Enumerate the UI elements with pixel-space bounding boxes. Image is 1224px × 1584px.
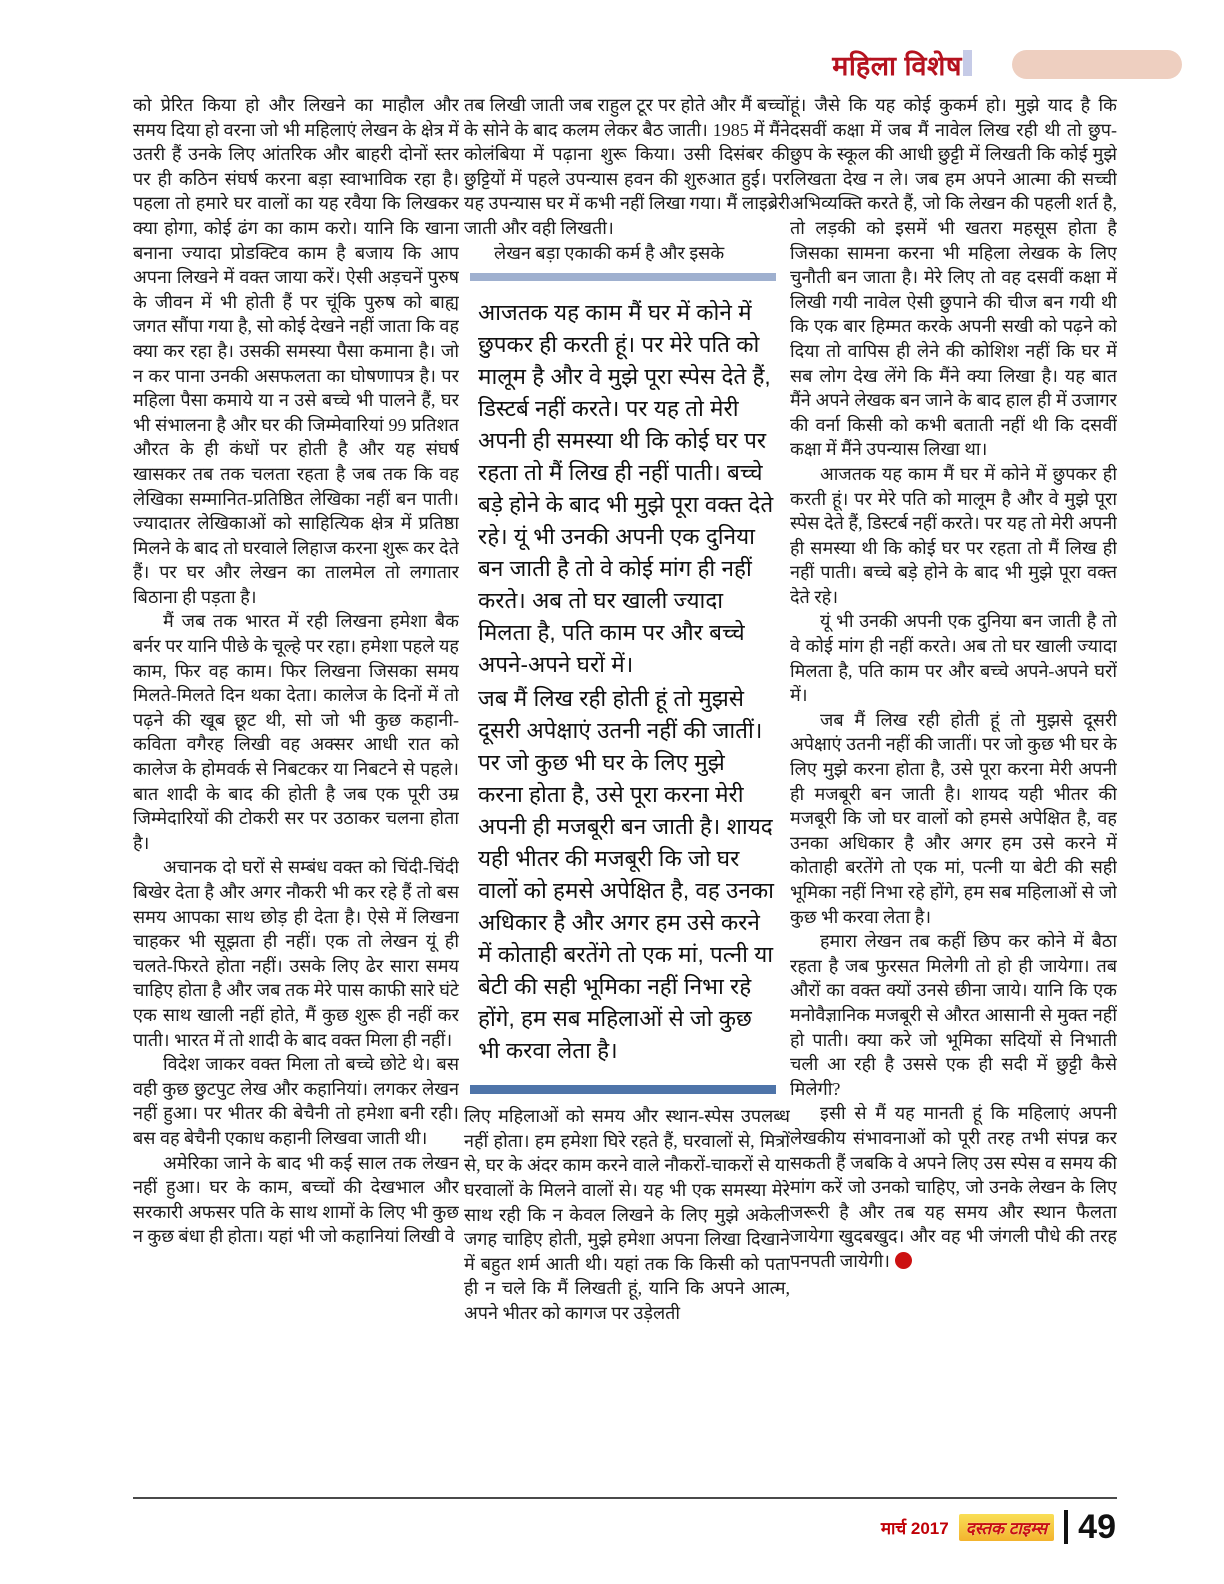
article-end-dot-icon [895,1252,912,1269]
page-number: 49 [1078,1508,1116,1546]
article-paragraph: हमारा लेखन तब कहीं छिप कर कोने में बैठा रहता है जब फुरसत मिलेगी तो हो ही जायेगा। तब औरों का वक्त क्यों उनसे छीना जाये। यानि कि एक मनोवैज्ञानिक मजबूरी से औरत आसानी से मुक्त नहीं हो पाती। क्या करे जो भूमिका सदियों से निभाती चली आ रही है उससे एक ही सदी में छुट्टी कैसे मिलेगी? [790,931,1117,1099]
pull-quote-top-bar [470,273,776,281]
article-paragraph: आजतक यह काम मैं घर में कोने में छुपकर ही करती हूं। पर मेरे पति को मालूम है और वे मुझे पूरा स्पेस देते हैं, डिस्टर्ब नहीं करते। पर यह तो मेरी अपनी ही समस्या थी कि कोई घर पर रहता तो मैं लिख ही नहीं पाती। बच्चे बड़े होने के बाद भी मुझे पूरा वक्त देते रहे। [790,463,1117,607]
article-column-3 [790,93,1117,1493]
article-paragraph: हूं। जैसे कि यह कोई कुकर्म हो। मुझे याद है कि दसवीं कक्षा में जब मैं नावेल लिख रही थी तो छुप-छुप के स्कूल की आधी छुट्टी में लिखती कि कोई मुझे लिखता देख न ले। जब हम अपने आत्मा की सच्ची अभिव्यक्ति करते हैं, जो कि लेखन की पहली शर्त है, तो लड़की को इसमें भी खतरा महसूस होता है जिसका सामना करना भी महिला लेखक के लिए चुनौती बन जाता है। मेरे लिए तो वह दसवीं कक्षा में लिखी गयी नावेल ऐसी छुपाने की चीज बन गयी थी कि एक बार हिम्मत करके अपनी सखी को पढ़ने को दिया तो वापिस ही लेने की कोशिश नहीं कि घर में सब लोग देख लेंगे कि मैंने क्या लिखा है। यह बात मैंने अपने लेखक बन जाने के बाद हाल ही में उजागर की वर्ना किसी को कभी बताती नहीं थी कि दसवीं कक्षा में मैंने उपन्यास लिखा था। [790,95,1117,460]
footer-divider [1064,1510,1068,1544]
article-paragraph: लेखन बड़ा एकाकी कर्म है और इसके [494,242,725,263]
footer-rule [133,1497,1117,1499]
magazine-logo: दस्तक टाइम्स [959,1514,1054,1541]
header-pill-decoration [1012,50,1182,79]
article-paragraph-text: इसी से मैं यह मानती हूं कि महिलाएं अपनी लेखकीय संभावनाओं को पूरी तरह तभी संपन्न कर सकती हैं जबकि वे अपने लिए उस स्पेस व समय की मांग करें जो उनको चाहिए, जो उनके लेखन के लिए जरूरी है और तब यह समय और स्थान फैलता जायेगा खुदबखुद। और वह भी जंगली पौधे की तरह पनपती जायेगी। [790,1103,1117,1271]
article-column-2 [464,93,790,1493]
page-footer [881,1506,1116,1548]
issue-date: मार्च 2017 [880,1518,949,1538]
article-paragraph: यूं भी उनकी अपनी एक दुनिया बन जाती है तो वे कोई मांग ही नहीं करते। अब तो घर खाली ज्यादा मिलता है, पति काम पर और बच्चे अपने-अपने घरों में। [790,611,1117,706]
pull-quote-text [470,297,776,1067]
article-paragraph: अमेरिका जाने के बाद भी कई साल तक लेखन नहीं हुआ। घर के काम, बच्चों की देखभाल और सरकारी अफसर पति के साथ शामों के लिए भी कुछ न कुछ बंधा ही होता। यहां भी जो कहानियां लिखी वे [133,1152,459,1247]
pull-quote-paragraph: जब मैं लिख रही होती हूं तो मुझसे दूसरी अपेक्षाएं उतनी नहीं की जातीं। पर जो कुछ भी घर के लिए मुझे करना होता है, उसे पूरा करना मेरी अपनी ही मजबूरी बन जाती है। शायद यही भीतर की मजबूरी कि जो घर वालों को हमसे अपेक्षित है, वह उनका अधिकार है और अगर हम उसे करने में कोताही बरतेंगे तो एक मां, पत्नी या बेटी की सही भूमिका नहीं निभा रहे होंगे, हम सब महिलाओं से जो कुछ भी करवा लेता है। [478,686,774,1064]
pull-quote [470,273,776,1094]
article-paragraph: मैं जब तक भारत में रही लिखना हमेशा बैक बर्नर पर यानि पीछे के चूल्हे पर रहा। हमेशा पहले यह काम, फिर वह काम। फिर लिखना जिसका समय मिलते-मिलते दिन थका देता। कालेज के दिनों में तो पढ़ने की खूब छूट थी, सो जो भी कुछ कहानी-कविता वगैरह लिखी वह अक्सर आधी रात को कालेज के होमवर्क से निबटकर या निबटने से पहले। बात शादी के बाद की होती है जब एक पूरी उम्र जिम्मेदारियों की टोकरी सर पर उठाकर चलना होता है। [133,611,459,853]
article-paragraph: तब लिखी जाती जब राहुल टूर पर होते और मैं बच्चों के सोने के बाद कलम लेकर बैठ जाती। 1985 में मैंने कोलंबिया में पढ़ाना शुरू किया। उसी दिसंबर की छुट्टियों में पहले उपन्यास हवन की शुरुआत हुई। पर यह उपन्यास घर में कभी नहीं लिखा गया। मैं लाइब्रेरी जाती और वही लिखती। [464,95,790,238]
article-paragraph: लिए महिलाओं को समय और स्थान-स्पेस उपलब्ध नहीं होता। हम हमेशा घिरे रहते हैं, घरवालों से, मित्रों से, घर के अंदर काम करने वाले नौकरों-चाकरों से या घरवालों के मिलने वालों से। यह भी एक समस्या मेरे साथ रही कि न केवल लिखने के लिए मुझे अकेली जगह चाहिए होती, मुझे हमेशा अपना लिखा दिखाने में बहुत शर्म आती थी। यहां तक कि किसी को पता ही न चले कि मैं लिखती हूं, यानि कि अपने आत्म, अपने भीतर को कागज पर उड़ेलती [464,1106,790,1323]
article-paragraph: को प्रेरित किया हो और लिखने का माहौल और समय दिया हो वरना जो भी महिलाएं लेखन के क्षेत्र में उतरी हैं उनके लिए आंतरिक और बाहरी दोनों स्तर पर ही कठिन संघर्ष करना बड़ा स्वाभाविक रहा है। पहला तो हमारे घर वालों का यह रवैया कि लिखकर क्या होगा, कोई ढंग का काम करो। यानि कि खाना बनाना ज्यादा प्रोडक्टिव काम है बजाय कि आप अपना लिखने में वक्त जाया करें। ऐसी अड़चनें पुरुष के जीवन में भी होती हैं पर चूंकि पुरुष को बाह्य जगत सौंपा गया है, सो कोई देखने नहीं जाता कि वह क्या कर रहा है। उसकी समस्या पैसा कमाना है। जो न कर पाना उनकी असफलता का घोषणापत्र है। पर महिला पैसा कमाये या न उसे बच्चे भी पालने हैं, घर भी संभालना है और घर की जिम्मेवारियां 99 प्रतिशत औरत के ही कंधों पर होती है और यह संघर्ष खासकर तब तक चलता रहता है जब तक कि वह लेखिका सम्मानित-प्रतिष्ठित लेखिका नहीं बन पाती। ज्यादातर लेखिकाओं को साहित्यिक क्षेत्र में प्रतिष्ठा मिलने के बाद तो घरवाले लिहाज करना शुरू कर देते हैं। पर घर और लेखन का तालमेल तो लगातार बिठाना ही पड़ता है। [133,95,459,607]
pull-quote-paragraph: आजतक यह काम मैं घर में कोने में छुपकर ही करती हूं। पर मेरे पति को मालूम है और वे मुझे पूरा स्पेस देते हैं, डिस्टर्ब नहीं करते। पर यह तो मेरी अपनी ही समस्या थी कि कोई घर पर रहता तो मैं लिख ही नहीं पाती। बच्चे बड़े होने के बाद भी मुझे पूरा वक्त देते रहे। यूं भी उनकी अपनी एक दुनिया बन जाती है तो वे कोई मांग ही नहीं करते। अब तो घर खाली ज्यादा मिलता है, पति काम पर और बच्चे अपने-अपने घरों में। [478,300,774,678]
pull-quote-bottom-bar [470,1085,776,1094]
article-paragraph: अचानक दो घरों से सम्बंध वक्त को चिंदी-चिंदी बिखेर देता है और अगर नौकरी भी कर रहे हैं तो बस समय आपका साथ छोड़ ही देता है। ऐसे में लिखना चाहकर भी सूझता ही नहीं। एक तो लेखन यूं ही चलते-फिरते होता नहीं। उसके लिए ढेर सारा समय चाहिए होता है और जब तक मेरे पास काफी सारे घंटे एक साथ खाली नहीं होते, मैं कुछ शुरू ही नहीं कर पाती। भारत में तो शादी के बाद वक्त मिला ही नहीं। [133,857,459,1050]
section-label: महिला विशेष [832,51,962,81]
article-column-1 [133,93,459,1493]
label-caret-decoration [963,50,972,76]
article-paragraph: जब मैं लिख रही होती हूं तो मुझसे दूसरी अपेक्षाएं उतनी नहीं की जातीं। पर जो कुछ भी घर के लिए मुझे करना होता है, उसे पूरा करना मेरी अपनी ही मजबूरी बन जाती है। शायद यही भीतर की मजबूरी कि जो घर वालों को हमसे अपेक्षित है, वह उनका अधिकार है और अगर हम उसे करने में कोताही बरतेंगे तो एक मां, पत्नी या बेटी की सही भूमिका नहीं निभा रहे होंगे, हम सब महिलाओं से जो कुछ भी करवा लेता है। [790,709,1117,927]
article-paragraph [790,1101,1117,1273]
article-paragraph: विदेश जाकर वक्त मिला तो बच्चे छोटे थे। बस वही कुछ छुटपुट लेख और कहानियां। लगकर लेखन नहीं हुआ। पर भीतर की बेचैनी तो हमेशा बनी रही। बस वह बेचैनी एकाध कहानी लिखवा जाती थी। [133,1054,459,1148]
page-header [0,44,1224,88]
